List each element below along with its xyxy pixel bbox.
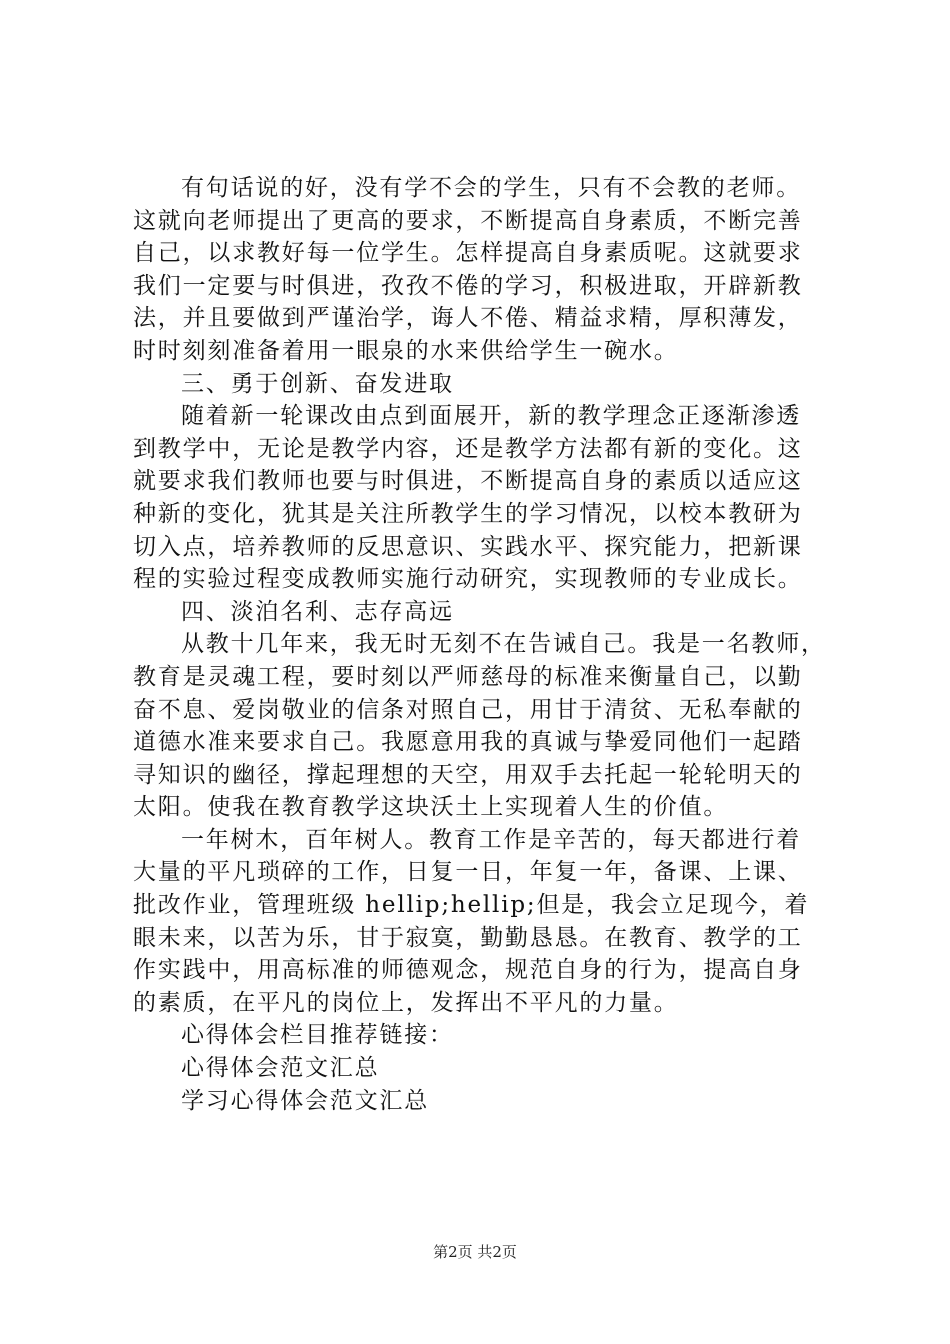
text-line: 道德水准来要求自己。我愿意用我的真诚与挚爱同他们一起踏 [133,729,803,756]
text-line: 时时刻刻准备着用一眼泉的水来供给学生一碗水。 [133,337,679,364]
text-line: 教育是灵魂工程，要时刻以严师慈母的标准来衡量自己，以勤 [133,663,803,690]
text-line: 这就向老师提出了更高的要求，不断提高自身素质，不断完善 [133,207,803,234]
text-line: 法，并且要做到严谨治学，诲人不倦、精益求精，厚积薄发， [133,305,803,332]
text-line: 就要求我们教师也要与时俱进，不断提高自身的素质以适应这 [133,468,803,495]
text-line: 的素质，在平凡的岗位上，发挥出不平凡的力量。 [133,989,679,1016]
text-line: 眼未来，以苦为乐，甘于寂寞，勤勤恳恳。在教育、教学的工 [133,924,803,951]
document-body [133,172,833,1117]
text-line: 太阳。使我在教育教学这块沃土上实现着人生的价值。 [133,794,729,821]
text-line: 有句话说的好，没有学不会的学生，只有不会教的老师。 [181,175,801,201]
section-heading: 三、勇于创新、奋发进取 [181,370,454,397]
text-line: 切入点，培养教师的反思意识、实践水平、探究能力，把新课 [133,533,803,560]
text-line: 随着新一轮课改由点到面展开，新的教学理念正逐渐渗透 [181,403,801,430]
recommended-links-heading: 心得体会栏目推荐链接： [181,1022,454,1049]
link-xuexi-xinde-fanwen[interactable]: 学习心得体会范文汇总 [181,1087,429,1114]
text-line: 自己，以求教好每一位学生。怎样提高自身素质呢。这就要求 [133,240,803,267]
page-number: 第2页 共2页 [433,1243,517,1261]
text-line: 大量的平凡琐碎的工作，日复一日，年复一年，备课、上课、 [133,859,803,886]
text-line: 寻知识的幽径，撑起理想的天空，用双手去托起一轮轮明天的 [133,761,803,788]
text-line: 程的实验过程变成教师实施行动研究，实现教师的专业成长。 [133,566,803,593]
text-line: 种新的变化，犹其是关注所教学生的学习情况，以校本教研为 [133,500,803,527]
section-heading: 四、淡泊名利、志存高远 [181,598,454,625]
text-line: 批改作业，管理班级 hellip;hellip;但是，我会立足现今，着 [133,892,810,919]
text-line: 奋不息、爱岗敬业的信条对照自己，用甘于清贫、无私奉献的 [133,696,803,723]
text-line: 到教学中，无论是教学内容，还是教学方法都有新的变化。这 [133,435,803,462]
text-line: 作实践中，用高标准的师德观念，规范自身的行为，提高自身 [133,957,803,984]
text-line: 我们一定要与时俱进，孜孜不倦的学习，积极进取，开辟新教 [133,272,803,299]
link-xinde-fanwen[interactable]: 心得体会范文汇总 [181,1055,380,1082]
text-line: 从教十几年来，我无时无刻不在告诫自己。我是一名教师， [181,631,826,658]
text-line: 一年树木，百年树人。教育工作是辛苦的，每天都进行着 [181,826,801,853]
